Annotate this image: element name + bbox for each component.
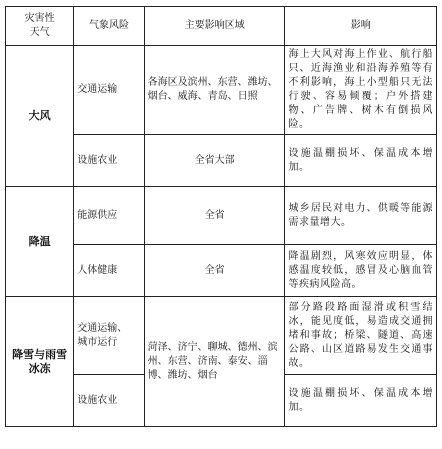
hazard-cell: 降雪与雨雪 冰冻 (6, 297, 74, 427)
header-risk: 气象风险 (74, 7, 144, 46)
area-cell: 全省 (144, 245, 285, 297)
header-row (6, 7, 437, 46)
header-impact: 影响 (285, 7, 437, 46)
table-row (6, 297, 437, 375)
impact-cell: 城乡居民对电力、供暖等能源需求量增大。 (285, 187, 437, 245)
area-cell: 各海区及滨州、东营、潍坊、烟台、威海、青岛、日照 (144, 46, 285, 135)
risk-cell: 交通运输、 城市运行 (74, 297, 144, 375)
impact-cell: 设施温棚损坏、保温成本增加。 (285, 135, 437, 187)
impact-cell: 海上大风对海上作业、航行船只、近海渔业和沿海养殖等有不利影响，海上小型船只无法行驶、容易倾覆；户外搭建物、广告牌、树木有倒损风险。 (285, 46, 437, 135)
impact-cell: 降温剧烈，风寒效应明显，体感温度较低，感冒及心脑血管等疾病风险高。 (285, 245, 437, 297)
risk-cell: 设施农业 (74, 375, 144, 427)
risk-cell: 交通运输 (74, 46, 144, 135)
table-row (6, 187, 437, 245)
risk-cell: 人体健康 (74, 245, 144, 297)
risk-cell: 能源供应 (74, 187, 144, 245)
header-area: 主要影响区域 (144, 7, 285, 46)
table-row (6, 46, 437, 135)
area-cell: 菏泽、济宁、聊城、德州、滨州、东营、济南、泰安、淄博、潍坊、烟台 (144, 297, 285, 427)
area-cell: 全省 (144, 187, 285, 245)
risk-cell: 设施农业 (74, 135, 144, 187)
hazard-cell: 大风 (6, 46, 74, 187)
impact-cell: 部分路段路面湿滑或积雪结冰，能见度低，易造成交通拥堵和事故；桥梁、隧道、高速公路、山区道路易发生交通事故。 (285, 297, 437, 375)
hazard-cell: 降温 (6, 187, 74, 297)
impact-cell: 设施温棚损坏、保温成本增加。 (285, 375, 437, 427)
header-hazard: 灾害性 天气 (6, 7, 74, 46)
area-cell: 全省大部 (144, 135, 285, 187)
weather-risk-table (5, 6, 437, 427)
